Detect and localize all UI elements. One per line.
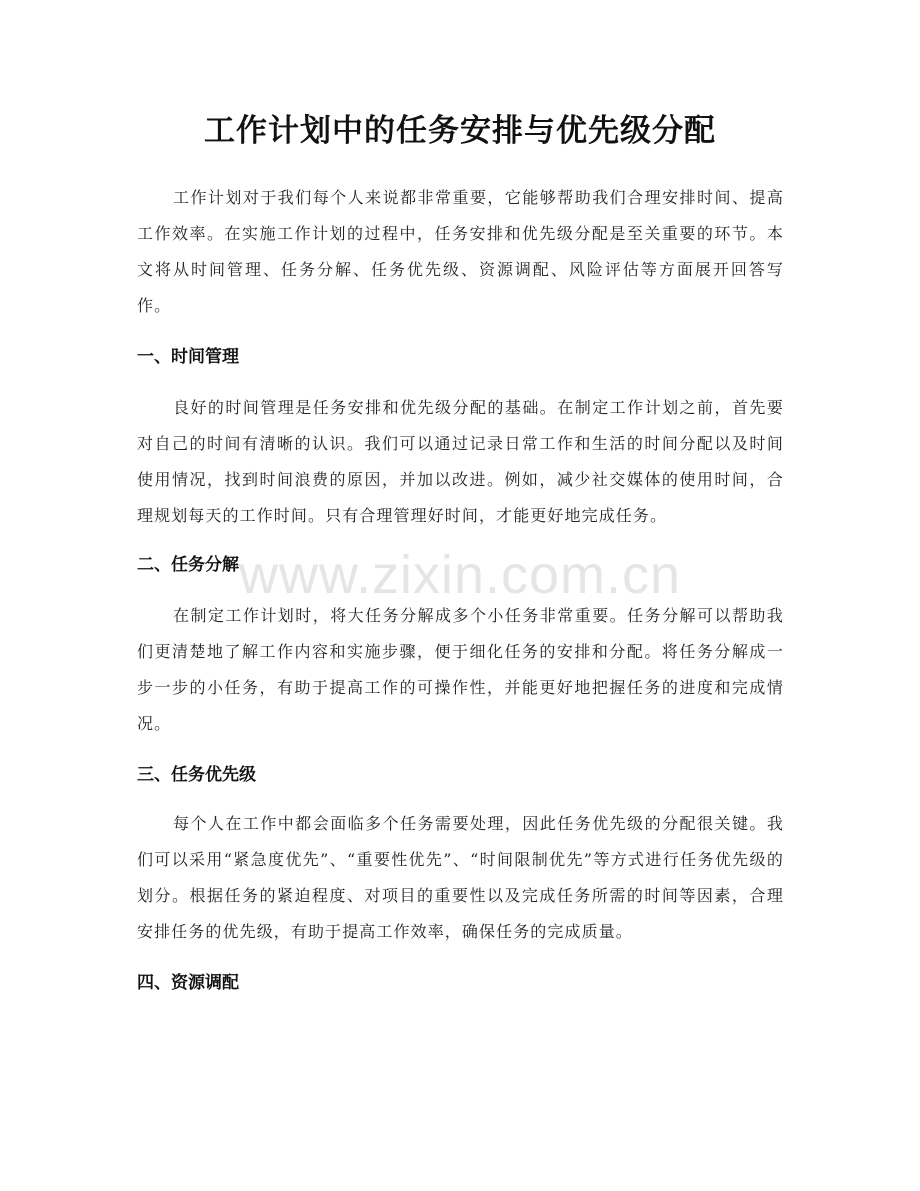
section-heading-resource-allocation: 四、资源调配 [137,973,239,993]
intro-paragraph: 工作计划对于我们每个人来说都非常重要，它能够帮助我们合理安排时间、提高工作效率。在实施工作计划的过程中，任务安排和优先级分配是至关重要的环节。本文将从时间管理、任务分解、任务优先级、资源调配、风险评估等方面展开回答写作。 [137,188,784,315]
section-body-task-breakdown: 在制定工作计划时，将大任务分解成多个小任务非常重要。任务分解可以帮助我们更清楚地了解工作内容和实施步骤，便于细化任务的安排和分配。将任务分解成一步一步的小任务，有助于提高工作的可操作性，并能更好地把握任务的进度和完成情况。 [137,606,784,733]
document-title: 工作计划中的任务安排与优先级分配 [204,113,716,149]
section-body-task-priority: 每个人在工作中都会面临多个任务需要处理，因此任务优先级的分配很关键。我们可以采用“紧急度优先”、“重要性优先”、“时间限制优先”等方式进行任务优先级的划分。根据任务的紧迫程度、对项目的重要性以及完成任务所需的时间等因素，合理安排任务的优先级，有助于提高工作效率，确保任务的完成质量。 [137,814,784,941]
section-heading-task-breakdown: 二、任务分解 [137,555,239,575]
section-heading-task-priority: 三、任务优先级 [137,765,256,785]
section-body-time-management: 良好的时间管理是任务安排和优先级分配的基础。在制定工作计划之前，首先要对自己的时间有清晰的认识。我们可以通过记录日常工作和生活的时间分配以及时间使用情况，找到时间浪费的原因，并加以改进。例如，减少社交媒体的使用时间，合理规划每天的工作时间。只有合理管理好时间，才能更好地完成任务。 [137,398,784,525]
section-heading-time-management: 一、时间管理 [137,347,239,367]
watermark: www.zixin.com.cn [238,545,682,605]
